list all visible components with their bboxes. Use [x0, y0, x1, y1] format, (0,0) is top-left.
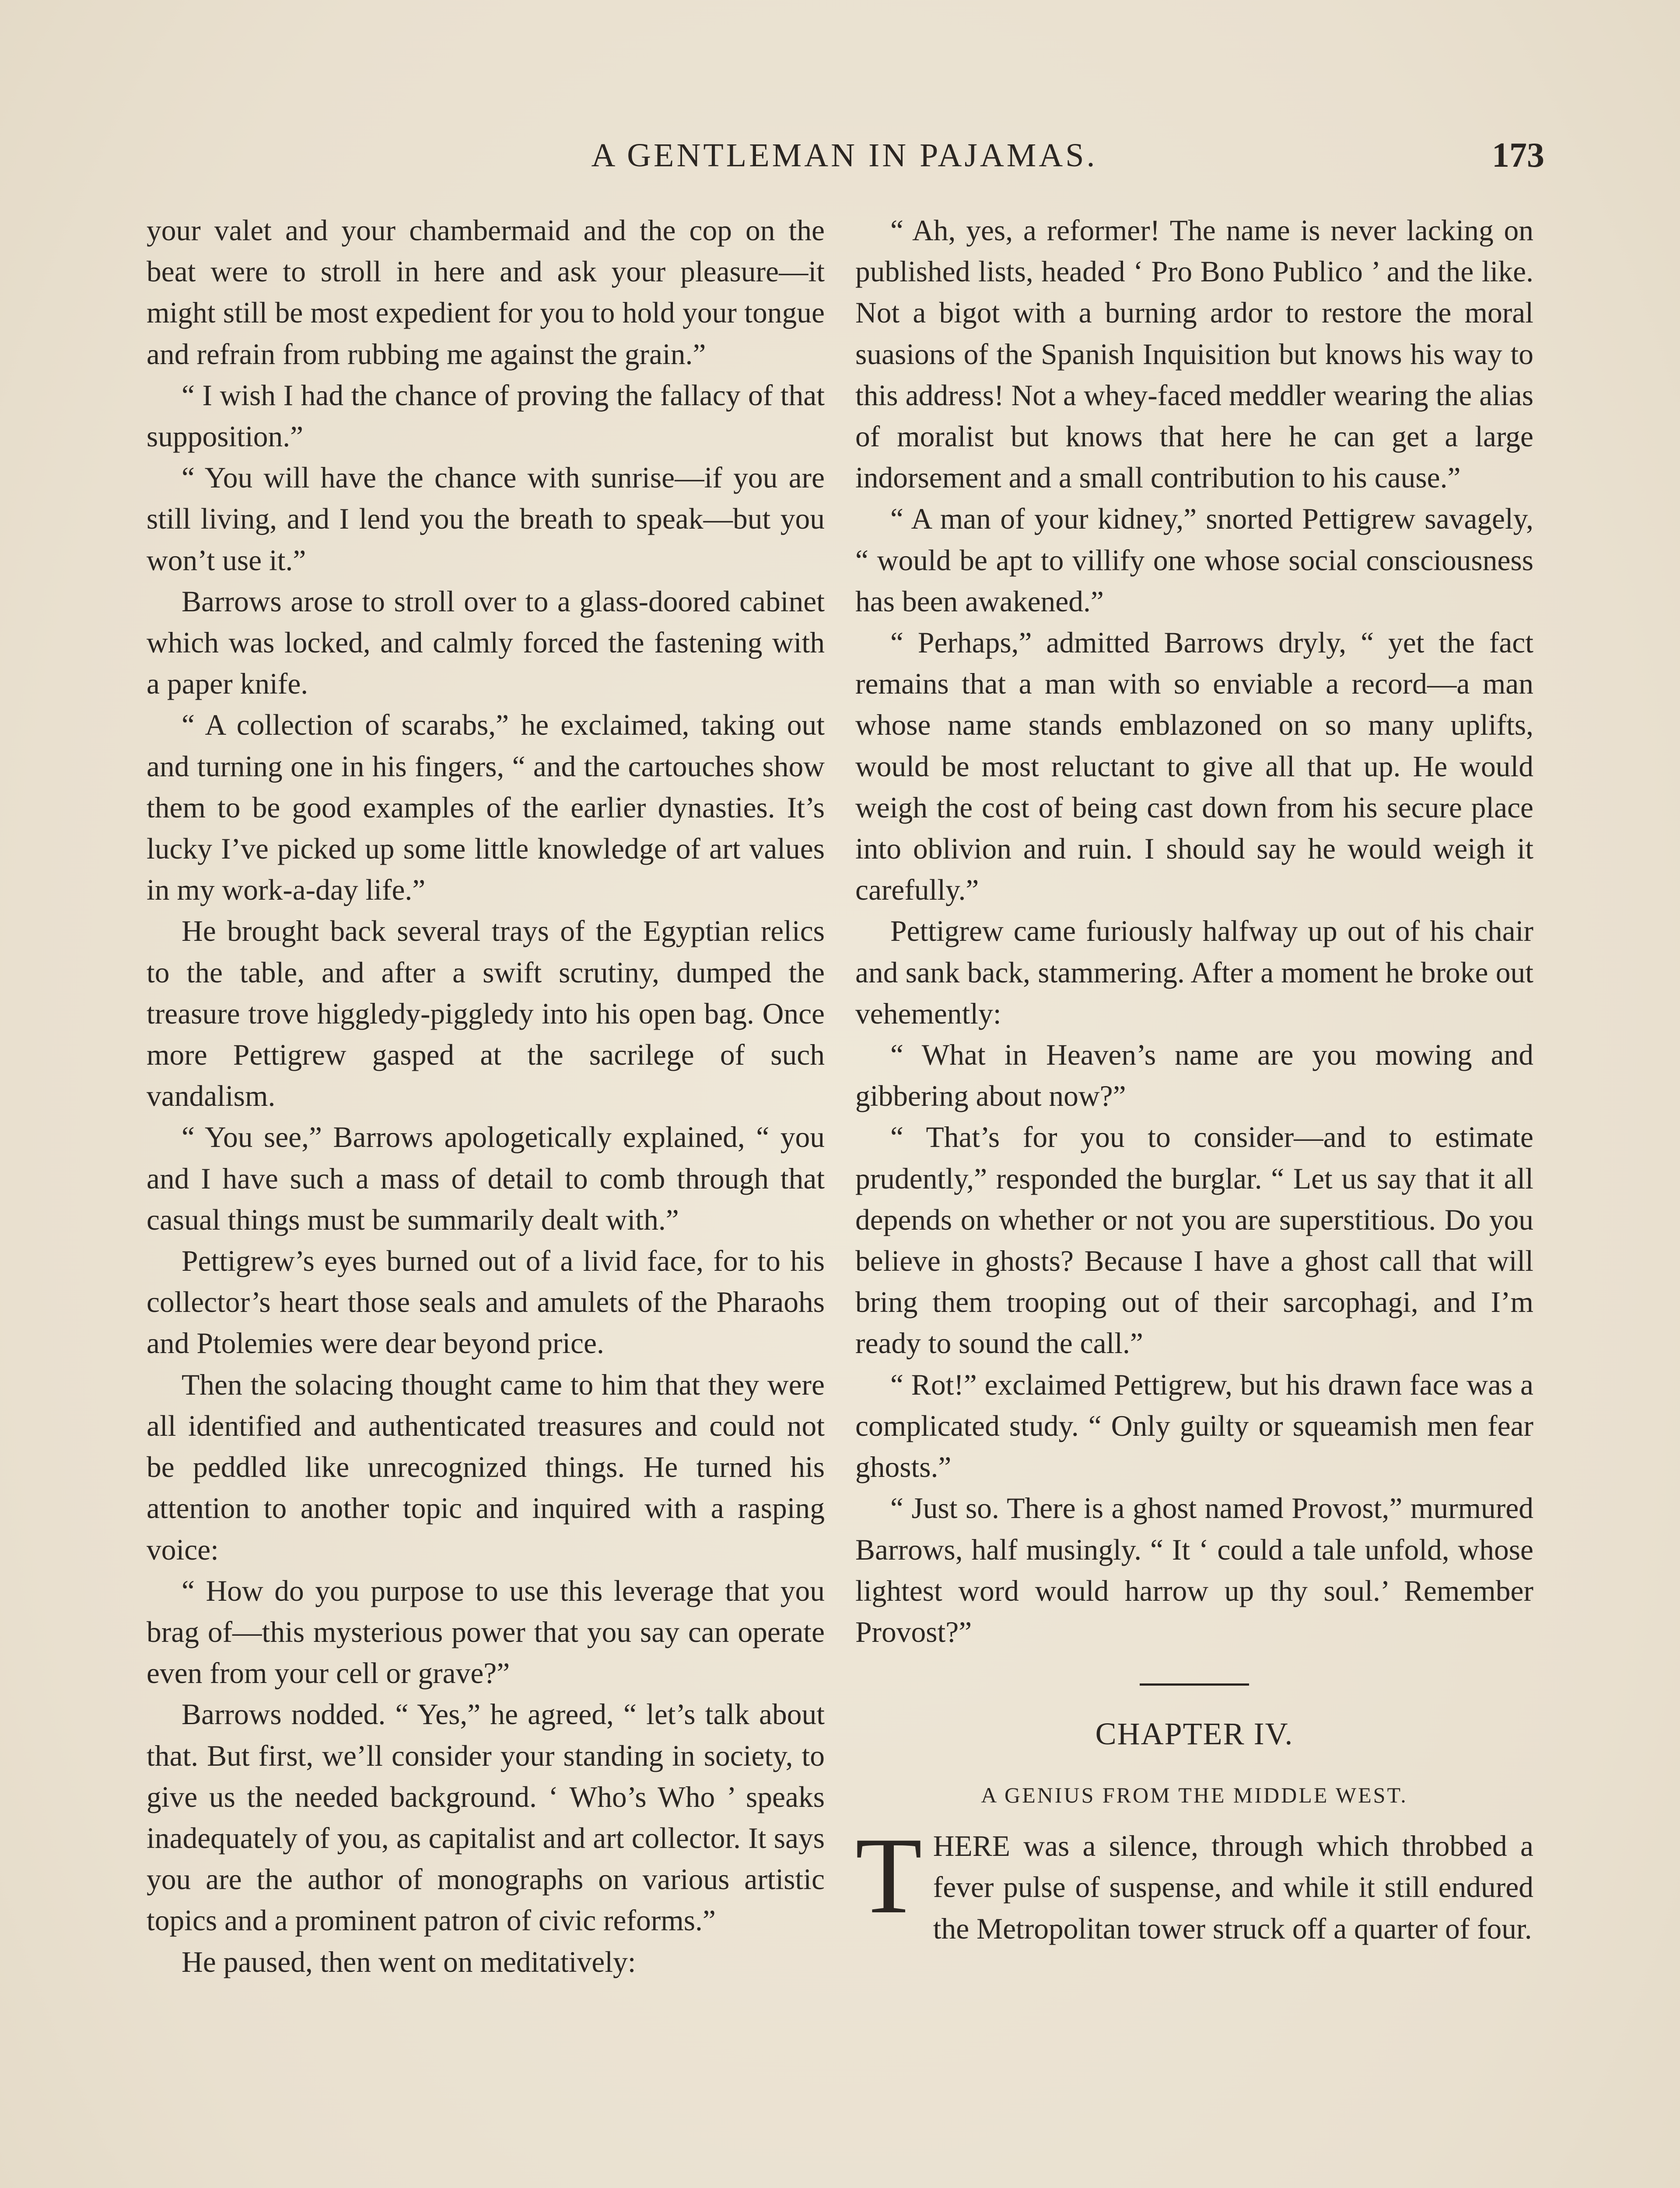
paragraph: Barrows arose to stroll over to a glass-doored cabinet which was locked, and calmly forced the fastening with a paper knife. — [147, 585, 825, 701]
drop-cap: T — [855, 1815, 922, 1937]
paragraph: “ What in Heaven’s name are you mowing and gibbering about now?” — [855, 1038, 1533, 1113]
running-head — [144, 131, 1544, 184]
paragraph: “ That’s for you to consider—and to estimate prudently,” responded the burglar. “ Let us say that it all depends on whether or not you are superstitious. Do you believe in ghosts? Because I have a ghost call that will bring them trooping out of their sarcophagi, and I’m ready to sound the call.” — [855, 1121, 1533, 1360]
chapter-opening-paragraph — [855, 1815, 1533, 1950]
paragraph: “ How do you purpose to use this leverage that you brag of—this mysterious power that you say can operate even from your cell or grave?” — [147, 1574, 825, 1690]
paragraph: He brought back several trays of the Egyptian relics to the table, and after a swift scrutiny, dumped the treasure trove higgledy-piggledy into his open bag. Once more Pettigrew gasped at the sacrilege of such vandalism. — [147, 915, 825, 1113]
paragraph: He paused, then went on meditatively: — [182, 1945, 636, 1978]
chapter-opening-text: HERE was a silence, through which throbbed a fever pulse of suspense, and while it still endured the Metropolitan tower struck off a quarter of four. — [933, 1830, 1533, 1945]
paragraph: Then the solacing thought came to him that they were all identified and authenticated treasures and could not be peddled like unrecognized things. He turned his attention to another topic and inquired with a rasping voice: — [147, 1368, 825, 1566]
left-column — [147, 210, 825, 1983]
paragraph: “ A man of your kidney,” snorted Pettigrew savagely, “ would be apt to villify one whose social consciousness has been awakened.” — [855, 502, 1533, 618]
chapter-title: CHAPTER IV. — [1095, 1716, 1294, 1752]
paragraph: “ A collection of scarabs,” he exclaimed, taking out and turning one in his fingers, “ and the cartouches show them to be good examples of the earlier dynasties. It’s lucky I’ve picked up some little knowledge of art values in my work-a-day life.” — [147, 708, 825, 907]
section-divider — [1140, 1683, 1249, 1686]
paragraph: Pettigrew’s eyes burned out of a livid face, for to his collector’s heart those seals and amulets of the Pharaohs and Ptolemies were dear beyond price. — [147, 1245, 825, 1360]
paragraph: Barrows nodded. “ Yes,” he agreed, “ let’s talk about that. But first, we’ll consider your standing in society, to give us the needed background. ‘ Who’s Who ’ speaks inadequately of you, as capitalist and art collector. It says you are the author of monographs on various artistic topics and a prominent patron of civic reforms.” — [147, 1698, 825, 1937]
paragraph: “ Perhaps,” admitted Barrows dryly, “ yet the fact remains that a man with so enviable a record—a man whose name stands emblazoned on so many uplifts, would be most reluctant to give all that up. He would weigh the cost of being cast down from his secure place into oblivion and ruin. I should say he would weigh it carefully.” — [855, 626, 1533, 907]
paragraph: “ Just so. There is a ghost named Provost,” murmured Barrows, half musingly. “ It ‘ could a tale unfold, whose lightest word would harrow up thy soul.’ Remember Provost?” — [855, 1492, 1533, 1648]
page-number: 173 — [1492, 136, 1544, 175]
paragraph: your valet and your chambermaid and the cop on the beat were to stroll in here and ask your pleasure—it might still be most expedient for you to hold your tongue and refrain from rubbing me against the grain.” — [147, 214, 825, 371]
paragraph: Pettigrew came furiously halfway up out of his chair and sank back, stammering. After a moment he broke out vehemently: — [855, 915, 1533, 1030]
paragraph: “ Rot!” exclaimed Pettigrew, but his drawn face was a complicated study. “ Only guilty or squeamish men fear ghosts.” — [855, 1368, 1533, 1484]
paragraph: “ Ah, yes, a reformer! The name is never lacking on published lists, headed ‘ Pro Bono Publico ’ and the like. Not a bigot with a burning ardor to restore the moral suasions of the Spanish Inquisition but knows his way to this address! Not a whey-faced meddler wearing the alias of moralist but knows that here he can get a large indorsement and a small contribution to his cause.” — [855, 214, 1533, 494]
paragraph: “ I wish I had the chance of proving the fallacy of that supposition.” — [147, 379, 825, 453]
paragraph: “ You will have the chance with sunrise—if you are still living, and I lend you the breath to speak—but you won’t use it.” — [147, 461, 825, 577]
running-title: A GENTLEMAN IN PAJAMAS. — [591, 137, 1098, 174]
paragraph: “ You see,” Barrows apologetically explained, “ you and I have such a mass of detail to comb through that casual things must be summarily dealt with.” — [147, 1121, 825, 1236]
right-column — [855, 210, 1533, 1950]
chapter-subtitle: A GENIUS FROM THE MIDDLE WEST. — [981, 1783, 1408, 1808]
